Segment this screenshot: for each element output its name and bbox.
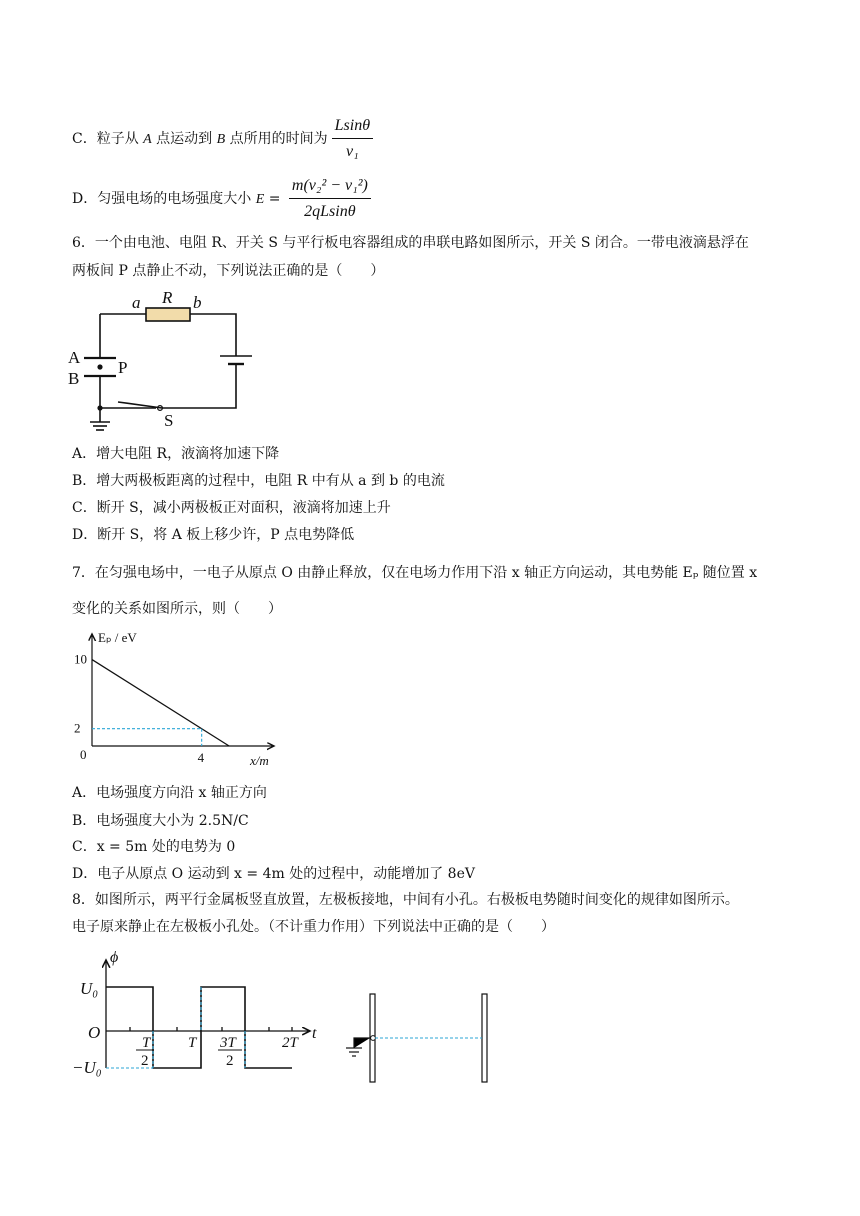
svg-text:R: R <box>162 288 173 307</box>
switch-s <box>118 402 162 408</box>
q8-stem-line2: 电子原来静止在左极板小孔处。（不计重力作用）下列说法中正确的是（ ） <box>72 919 555 935</box>
ep-line <box>92 660 229 746</box>
q6-option-b: B．增大两极板距离的过程中，电阻 R 中有从 a 到 b 的电流 <box>72 473 445 489</box>
q7-option-c: C．x = 5m 处的电势为 0 <box>72 839 236 855</box>
q7-stem-line2: 变化的关系如图所示，则（ ） <box>72 601 282 617</box>
origin-label: 0 <box>80 747 87 762</box>
svg-text:ϕ: ϕ <box>110 949 119 966</box>
q8-stem-line1: 8．如图所示，两平行金属板竖直放置，左极板接地，中间有小孔。右极板电势随时间变化的规律如图所示。 <box>72 892 739 908</box>
droplet-p <box>97 364 102 369</box>
svg-text:b: b <box>193 293 202 312</box>
svg-text:A: A <box>68 348 81 367</box>
q5c-fraction: $\frac{Lsin\theta}{\text{v₁}}$ <box>332 116 373 162</box>
q7-ep-x-chart <box>70 628 290 774</box>
resistor-r <box>146 308 190 321</box>
q6-option-a: A．增大电阻 R，液滴将加速下降 <box>72 446 280 462</box>
svg-text:B: B <box>68 369 80 388</box>
svg-text:3T: 3T <box>220 1035 236 1051</box>
q7-stem-line1: 7．在匀强电场中，一电子从原点 O 由静止释放，仅在电场力作用下沿 x 轴正方向运动，其电势能 Eₚ 随位置 x <box>72 565 758 581</box>
svg-text:T: T <box>142 1035 151 1051</box>
x-tick-label: 4 <box>197 750 205 765</box>
y-tick-label: 10 <box>74 651 87 667</box>
svg-text:P: P <box>118 358 128 377</box>
svg-text:2: 2 <box>226 1053 234 1069</box>
y-axis-label: Eₚ / eV <box>98 630 137 645</box>
q7-option-b: B．电场强度大小为 2.5N/C <box>72 813 249 829</box>
q7-option-a: A．电场强度方向沿 x 轴正方向 <box>72 785 267 801</box>
svg-text:2T: 2T <box>282 1035 298 1051</box>
svg-text:S: S <box>164 411 174 430</box>
svg-text:U₀: U₀ <box>80 979 99 998</box>
q8-plates-figure <box>340 990 500 1090</box>
right-plate <box>482 994 487 1082</box>
q6-option-d: D．断开 S，将 A 板上移少许，P 点电势降低 <box>72 527 355 543</box>
q7-option-d: D．电子从原点 O 运动到 x = 4m 处的过程中，动能增加了 8eV <box>72 866 475 882</box>
svg-text:O: O <box>88 1023 101 1042</box>
svg-text:−U₀: −U₀ <box>72 1058 102 1077</box>
phi-waveform <box>106 987 292 1068</box>
q5d-fraction: $\frac{\text{m(v₂² − v₁²)}}{2qLsin\theta}$ <box>289 176 371 222</box>
q6-stem-line2: 两板间 P 点静止不动，下列说法正确的是（ ） <box>72 263 385 279</box>
q6-circuit-diagram <box>66 286 256 434</box>
svg-text:a: a <box>132 293 141 312</box>
q6-option-c: C．断开 S，减小两极板正对面积，液滴将加速上升 <box>72 500 391 516</box>
q8-phi-t-graph <box>70 949 330 1078</box>
y-tick-label: 2 <box>74 720 81 736</box>
svg-text:t: t <box>312 1025 317 1042</box>
q6-stem-line1: 6．一个由电池、电阻 R、开关 S 与平行板电容器组成的串联电路如图所示，开关 S 闭合。一带电液滴悬浮在 <box>72 235 749 251</box>
svg-text:T: T <box>188 1035 197 1051</box>
x-axis-label: x/m <box>250 753 269 768</box>
q5-option-d: D．匀强电场的电场强度大小 E = $\frac{\text{m(v₂² − v₁²)}}{2qLsin\theta}$ <box>72 176 371 222</box>
svg-text:2: 2 <box>141 1053 149 1069</box>
q5-option-c: C．粒子从 A 点运动到 B 点所用的时间为 $\frac{Lsin\theta}{\text{v₁}}$ <box>72 116 373 162</box>
